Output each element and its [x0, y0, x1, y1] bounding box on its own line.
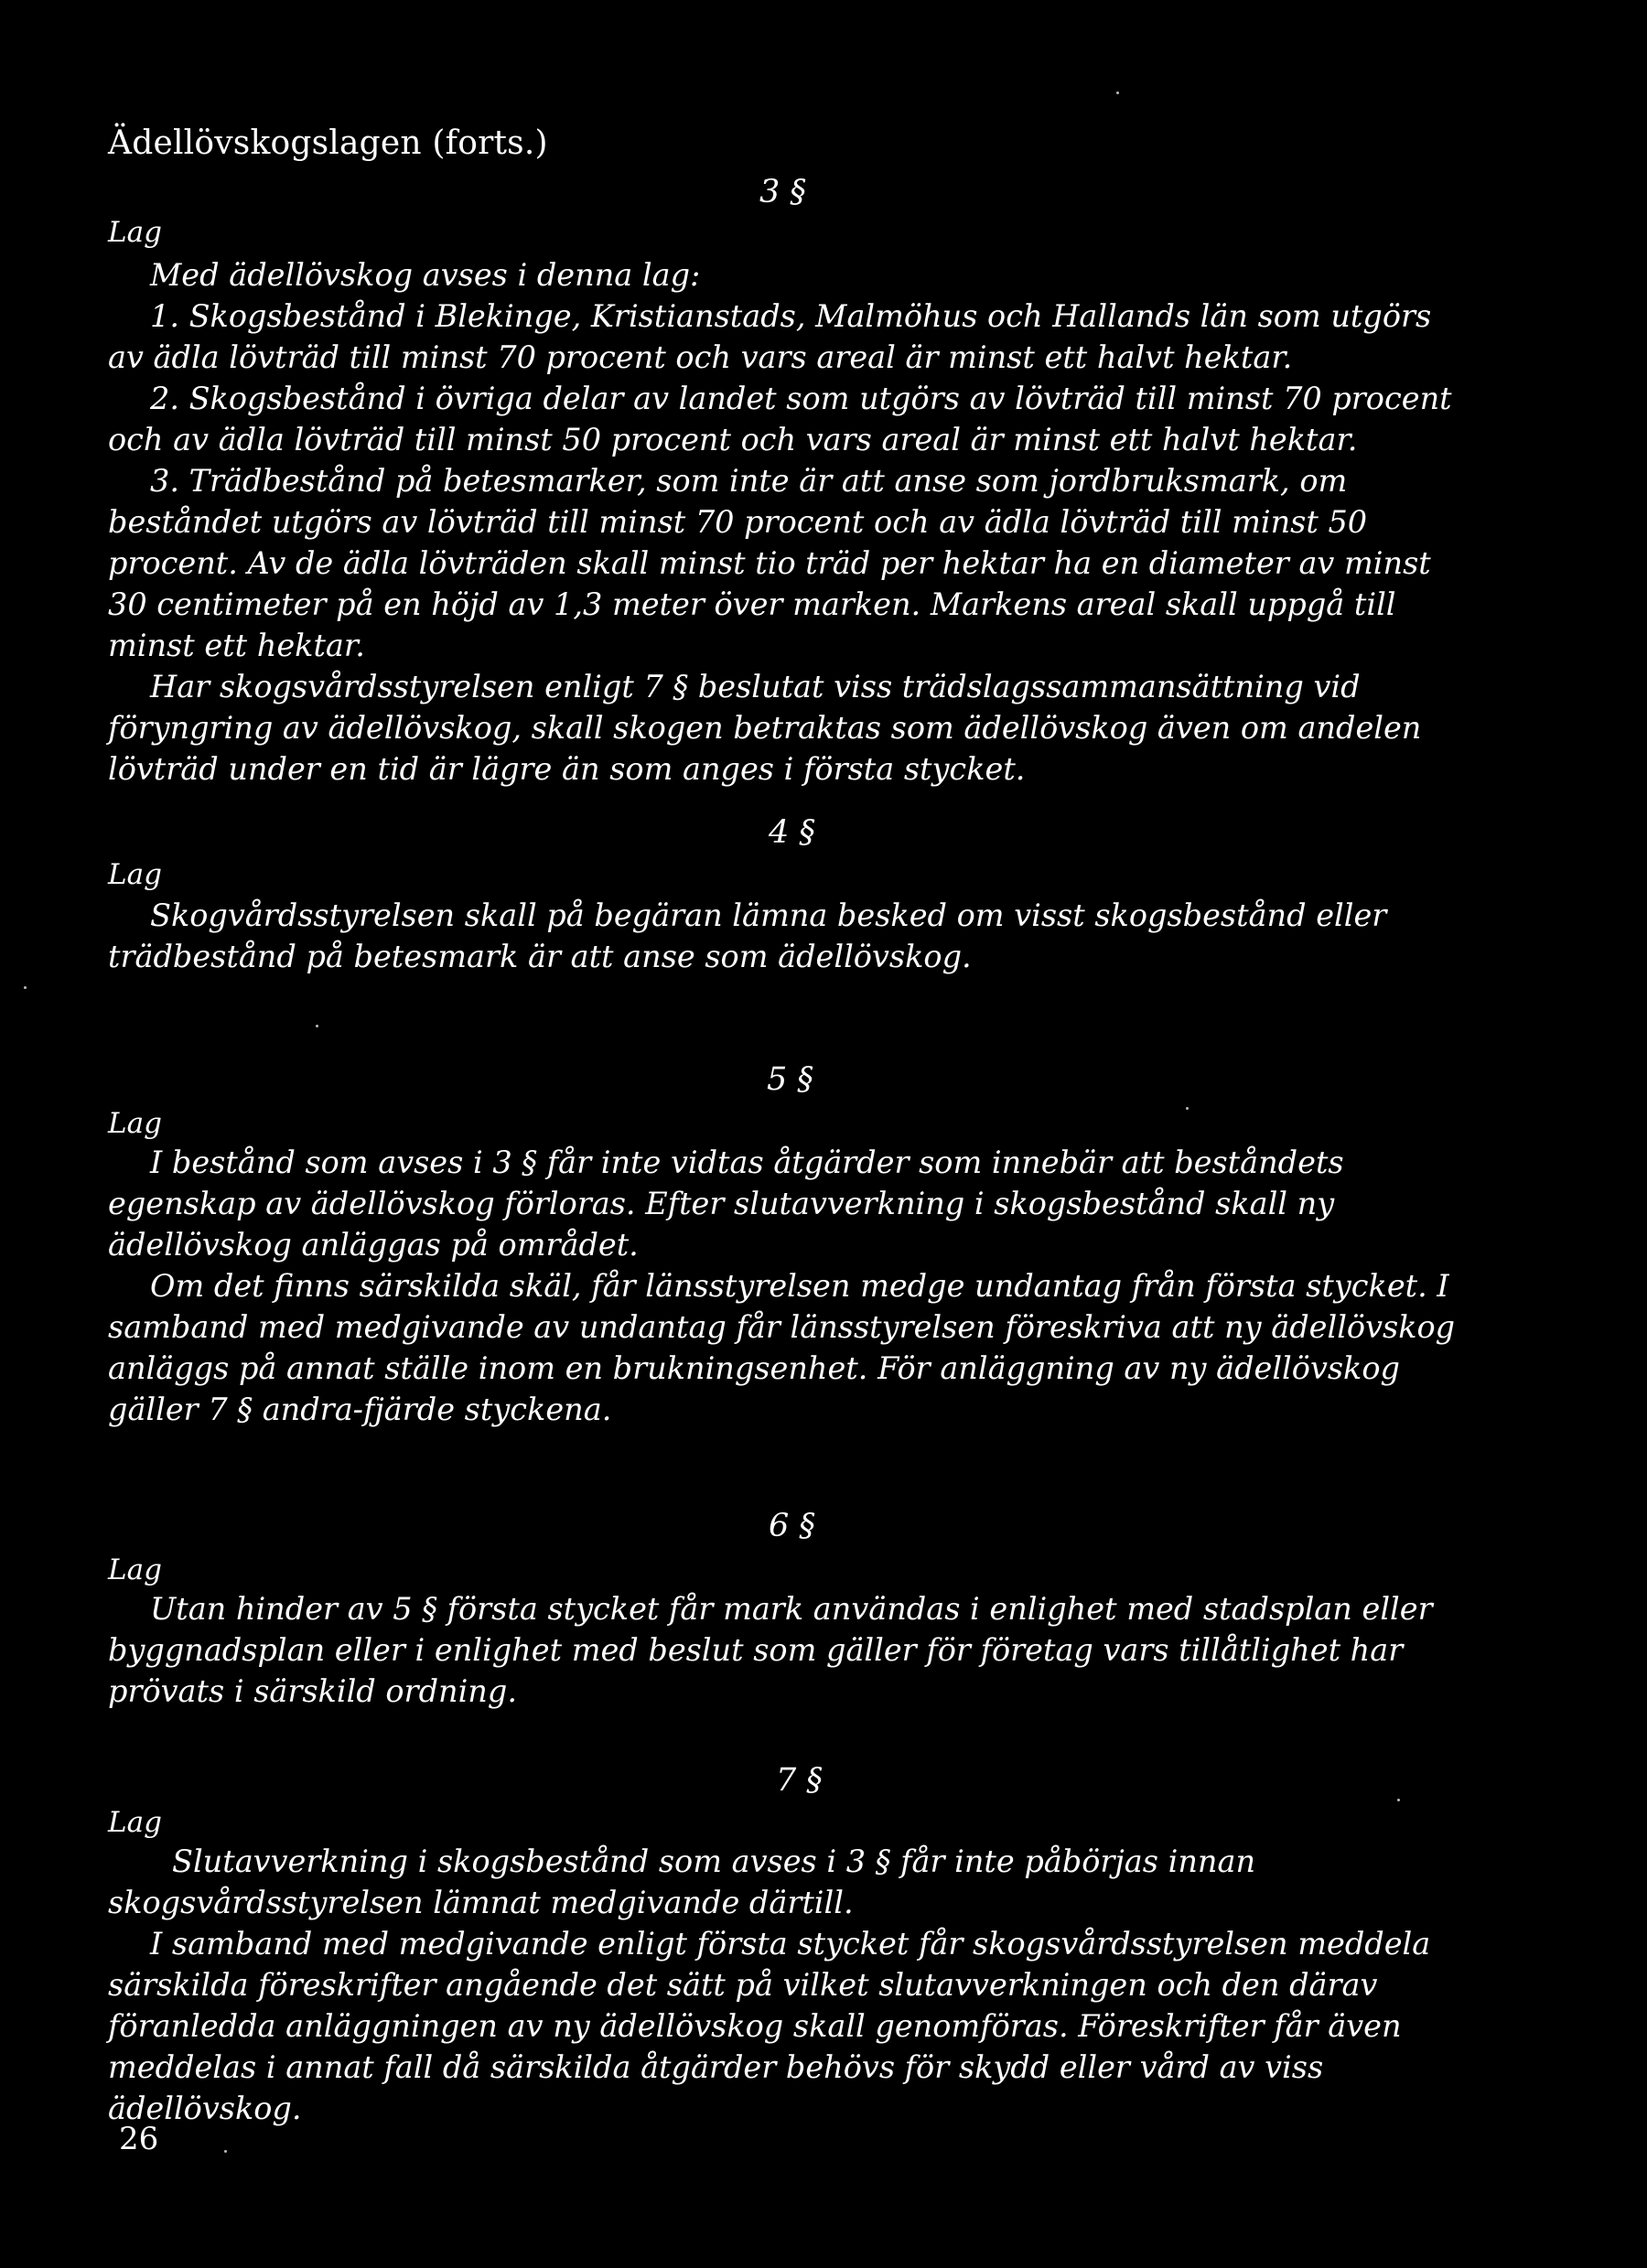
paragraph: I samband med medgivande enligt första stycket får skogsvårdsstyrelsen meddela särskilda föreskrifter angående det sätt på vilket slutavverkningen och den därav föranledda anläggningen av ny ädellövskog skall genomföras. Föreskrifter får även meddelas i annat fall då särskilda åtgärder behövs för skydd eller vård av viss ädellövskog.: [108, 1926, 1431, 2126]
section-text: [108, 895, 1473, 977]
section-number: 6 §: [769, 1508, 815, 1544]
scan-speck: [24, 986, 27, 989]
paragraph: Har skogsvårdsstyrelsen enligt 7 § beslutat viss trädslagssammansättning vid föryngring av ädellövskog, skall skogen betraktas som ädellövskog även om andelen lövträd under en tid är lägre än som anges i första stycket.: [108, 669, 1422, 787]
paragraph: Utan hinder av 5 § första stycket får mark användas i enlighet med stadsplan eller byggnadsplan eller i enlighet med beslut som gäller för företag vars tillåtlighet har prövats i särskild ordning.: [108, 1591, 1433, 1709]
lag-label: Lag: [108, 858, 162, 891]
paragraph: Om det finns särskilda skäl, får länsstyrelsen medge undantag från första stycket. I samband med medgivande av undantag får länsstyrelsen föreskriva att ny ädellövskog anläggs på annat ställe inom en brukningsenhet. För anläggning av ny ädellövskog gäller 7 § andra-fjärde styckena.: [108, 1268, 1456, 1427]
scan-speck: [1116, 91, 1119, 94]
lag-label: Lag: [108, 1553, 162, 1586]
section-number: 7 §: [776, 1762, 823, 1799]
scan-speck: [316, 1025, 318, 1027]
paragraph: 2. Skogsbestånd i övriga delar av landet som utgörs av lövträd till minst 70 procent och av ädla lövträd till minst 50 procent och vars areal är minst ett halvt hektar.: [108, 381, 1452, 457]
section-text: [108, 254, 1473, 790]
scan-speck: [1397, 1799, 1400, 1801]
page-number: 26: [119, 2121, 159, 2157]
scan-speck: [1186, 1107, 1189, 1110]
paragraph: 1. Skogsbestånd i Blekinge, Kristianstads, Malmöhus och Hallands län som utgörs av ädla lövträd till minst 70 procent och vars areal är minst ett halvt hektar.: [108, 298, 1432, 375]
section-text: [108, 1841, 1473, 2129]
section-text: [108, 1588, 1473, 1712]
paragraph: I bestånd som avses i 3 § får inte vidtas åtgärder som innebär att beståndets egenskap av ädellövskog förloras. Efter slutavverkning i skogsbestånd skall ny ädellövskog anläggas på området.: [108, 1145, 1344, 1263]
lag-label: Lag: [108, 1107, 162, 1140]
lag-label: Lag: [108, 216, 162, 249]
paragraph: Slutavverkning i skogsbestånd som avses i 3 § får inte påbörjas innan skogsvårdsstyrelsen lämnat medgivande därtill.: [108, 1843, 1256, 1920]
section-number: 3 §: [759, 174, 806, 210]
document-header: Ädellövskogslagen (forts.): [108, 124, 548, 162]
paragraph: 3. Trädbestånd på betesmarker, som inte är att anse som jordbruksmark, om beståndet utgörs av lövträd till minst 70 procent och av ädla lövträd till minst 50 procent. Av de ädla lövträden skall minst tio träd per hektar ha en diameter av minst 30 centimeter på en höjd av 1,3 meter över marken. Markens areal skall uppgå till minst ett hektar.: [108, 463, 1431, 663]
scan-speck: [224, 2150, 227, 2153]
paragraph: Skogvårdsstyrelsen skall på begäran lämna besked om visst skogsbestånd eller trädbestånd på betesmark är att anse som ädellövskog.: [108, 898, 1387, 974]
section-text: [108, 1142, 1473, 1430]
lag-label: Lag: [108, 1806, 162, 1839]
section-number: 4 §: [769, 814, 815, 851]
section-number: 5 §: [767, 1061, 813, 1098]
paragraph: Med ädellövskog avses i denna lag:: [150, 257, 701, 293]
